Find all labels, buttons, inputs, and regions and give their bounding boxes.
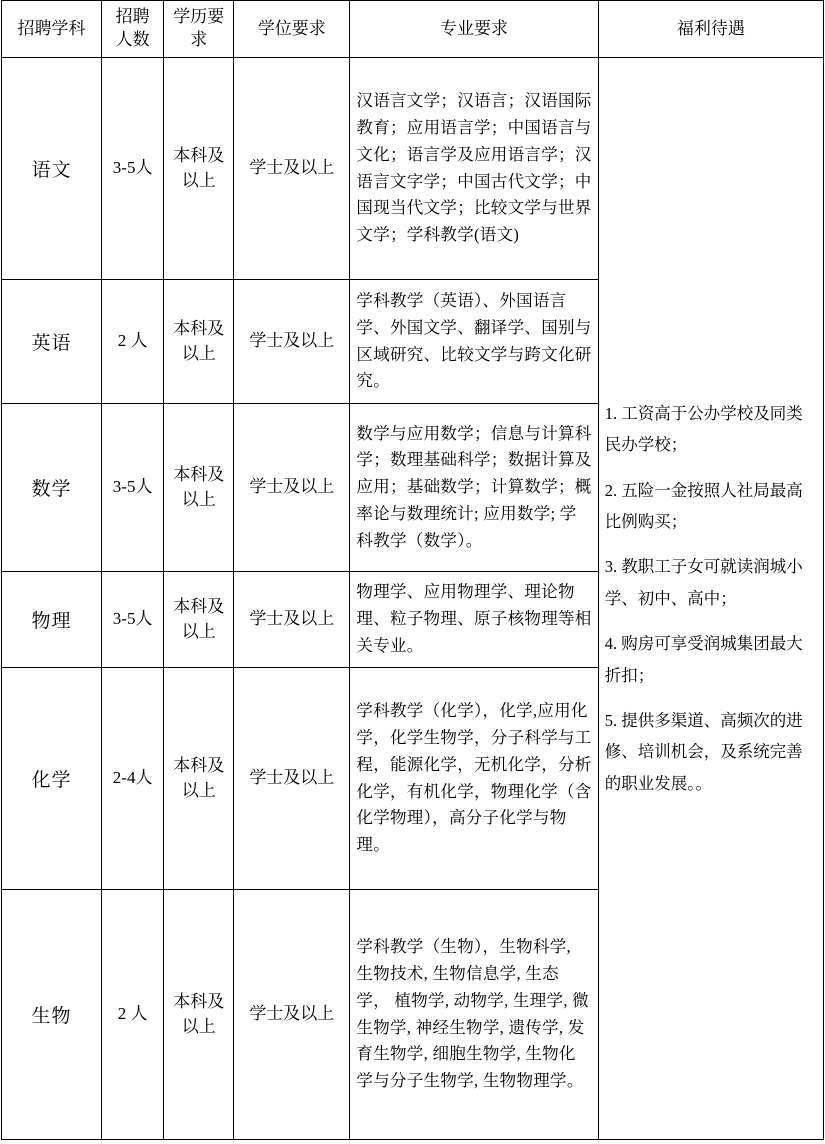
cell-subject: 物理 [2, 572, 102, 668]
cell-count: 3-5人 [102, 404, 164, 572]
column-header-education: 学历要求 [164, 1, 234, 58]
table-header [2, 1, 824, 58]
cell-count: 3-5人 [102, 572, 164, 668]
cell-education: 本科及以上 [164, 668, 234, 890]
cell-education: 本科及以上 [164, 890, 234, 1140]
cell-subject: 化学 [2, 668, 102, 890]
cell-subject: 数学 [2, 404, 102, 572]
column-header-benefits: 福利待遇 [598, 1, 823, 58]
cell-education: 本科及以上 [164, 280, 234, 404]
cell-major: 学科教学（化学），化学,应用化学，化学生物学，分子科学与工程，能源化学，无机化学，分析化学，有机化学，物理化学（含化学物理），高分子化学与物理。 [350, 668, 598, 890]
cell-subject: 英语 [2, 280, 102, 404]
cell-degree: 学士及以上 [234, 404, 350, 572]
cell-degree: 学士及以上 [234, 668, 350, 890]
cell-degree: 学士及以上 [234, 890, 350, 1140]
column-header-degree: 学位要求 [234, 1, 350, 58]
cell-degree: 学士及以上 [234, 572, 350, 668]
cell-degree: 学士及以上 [234, 280, 350, 404]
cell-major: 数学与应用数学；信息与计算科学；数理基础科学；数据计算及应用；基础数学；计算数学；概率论与数理统计; 应用数学; 学科教学（数学）。 [350, 404, 598, 572]
cell-education: 本科及以上 [164, 572, 234, 668]
cell-benefits [598, 58, 823, 1140]
benefit-item: 4. 购房可享受润城集团最大折扣； [604, 634, 803, 685]
column-header-major: 专业要求 [350, 1, 598, 58]
cell-subject: 生物 [2, 890, 102, 1140]
table-row [2, 58, 824, 280]
cell-count: 2-4人 [102, 668, 164, 890]
cell-education: 本科及以上 [164, 404, 234, 572]
column-header-subject: 招聘学科 [2, 1, 102, 58]
cell-count: 2 人 [102, 280, 164, 404]
cell-major: 学科教学（生物），生物科学, 生物技术, 生物信息学, 生态学， 植物学, 动物学, 生理学, 微生物学, 神经生物学, 遗传学, 发育生物学, 细胞生物学, 生物化学与分子生物学, 生物物理学。 [350, 890, 598, 1140]
cell-education: 本科及以上 [164, 58, 234, 280]
cell-major: 学科教学（英语）、外国语言学、外国文学、翻译学、国别与区域研究、比较文学与跨文化研究。 [350, 280, 598, 404]
benefit-item: 2. 五险一金按照人社局最高比例购买； [604, 480, 803, 532]
benefit-item: 5. 提供多渠道、高频次的进修、培训机会，及系统完善的职业发展。。 [604, 710, 803, 793]
benefit-item: 1. 工资高于公办学校及同类民办学校； [604, 404, 803, 455]
column-header-count: 招聘人数 [102, 1, 164, 58]
cell-count: 3-5人 [102, 58, 164, 280]
cell-subject: 语文 [2, 58, 102, 280]
recruitment-table [1, 0, 824, 1140]
cell-major: 物理学、应用物理学、理论物理、粒子物理、原子核物理等相关专业。 [350, 572, 598, 668]
cell-degree: 学士及以上 [234, 58, 350, 280]
cell-major: 汉语言文学；汉语言；汉语国际教育；应用语言学；中国语言与文化；语言学及应用语言学；汉语言文字学；中国古代文学；中国现当代文学；比较文学与世界文学；学科教学(语文) [350, 58, 598, 280]
benefit-item: 3. 教职工子女可就读润城小学、初中、高中； [604, 557, 803, 608]
cell-count: 2 人 [102, 890, 164, 1140]
table-header-row [2, 1, 824, 58]
table-body [2, 58, 824, 1140]
